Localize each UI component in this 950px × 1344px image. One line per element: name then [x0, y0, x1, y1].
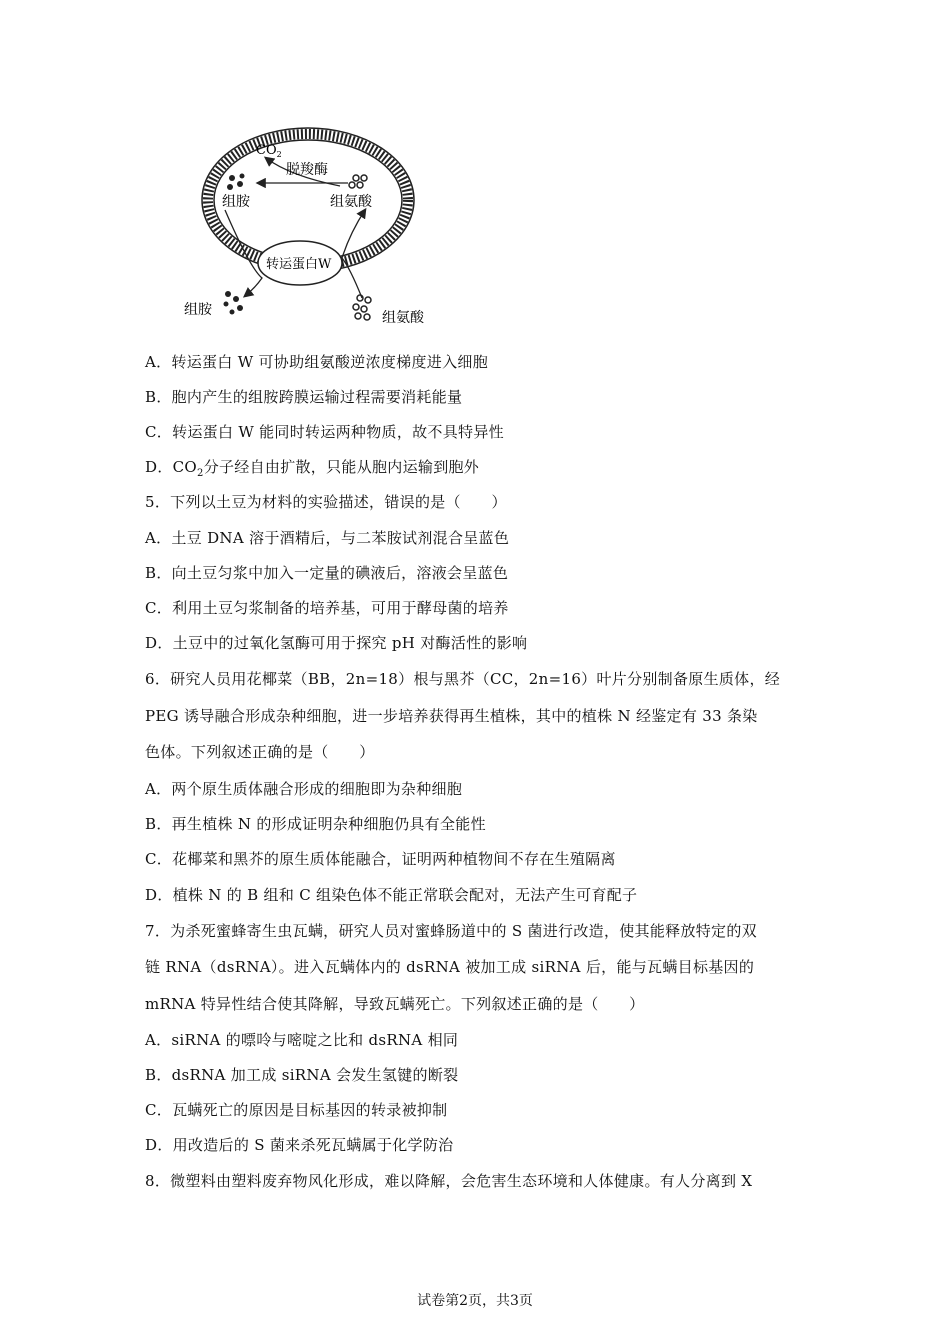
q6-option-a: A．两个原生质体融合形成的细胞即为杂种细胞: [145, 780, 463, 798]
q7-option-d: D．用改造后的 S 菌来杀死瓦螨属于化学防治: [145, 1136, 454, 1154]
q4-option-d: D．$CO_2$分子经自由扩散，只能从胞内运输到胞外: [145, 458, 480, 479]
histamine-molecules-inside: [227, 174, 245, 191]
cell-transport-diagram: [170, 118, 450, 338]
histidine-molecules-inside: [349, 175, 367, 188]
q5-option-d: D．土豆中的过氧化氢酶可用于探究 pH 对酶活性的影响: [145, 634, 528, 652]
q8-stem-line1: 8．微塑料由塑料废弃物风化形成，难以降解，会危害生态环境和人体健康。有人分离到 X: [145, 1172, 753, 1190]
co2-label: $CO_2$: [256, 143, 282, 159]
q6-option-c: C．花椰菜和黑芥的原生质体能融合，证明两种植物间不存在生殖隔离: [145, 850, 616, 868]
q7-option-a: A．siRNA 的嘌呤与嘧啶之比和 dsRNA 相同: [145, 1031, 459, 1049]
enzyme-label: 脱羧酶: [286, 162, 328, 178]
q7-stem-line1: 7．为杀死蜜蜂寄生虫瓦螨，研究人员对蜜蜂肠道中的 S 菌进行改造，使其能释放特定的双: [145, 922, 757, 940]
q4-option-c: C．转运蛋白 W 能同时转运两种物质，故不具特异性: [145, 423, 504, 441]
q7-option-b: B．dsRNA 加工成 siRNA 会发生氢键的断裂: [145, 1066, 459, 1084]
q5-option-b: B．向土豆匀浆中加入一定量的碘液后，溶液会呈蓝色: [145, 564, 509, 582]
q7-option-c: C．瓦螨死亡的原因是目标基因的转录被抑制: [145, 1101, 448, 1119]
q5-option-c: C．利用土豆匀浆制备的培养基，可用于酵母菌的培养: [145, 599, 509, 617]
histamine-outside-label: 组胺: [184, 302, 212, 318]
histidine-inside-label: 组氨酸: [330, 194, 372, 210]
q5-option-a: A．土豆 DNA 溶于酒精后，与二苯胺试剂混合呈蓝色: [145, 529, 510, 547]
q4-option-b: B．胞内产生的组胺跨膜运输过程需要消耗能量: [145, 388, 463, 406]
histidine-outside-label: 组氨酸: [382, 310, 424, 326]
histamine-molecules-outside: [224, 291, 244, 315]
q7-stem-line2: 链 RNA（dsRNA）。进入瓦螨体内的 dsRNA 被加工成 siRNA 后，能与瓦螨目标基因的: [145, 958, 755, 976]
page-footer: 试卷第2页，共3页: [417, 1293, 533, 1309]
histamine-inside-label: 组胺: [222, 194, 250, 210]
q5-stem: 5．下列以土豆为材料的实验描述，错误的是（ ）: [145, 493, 507, 511]
q4-option-a: A．转运蛋白 W 可协助组氨酸逆浓度梯度进入细胞: [145, 353, 488, 371]
transporter-label: 转运蛋白W: [266, 257, 332, 272]
q6-stem-line2: PEG 诱导融合形成杂种细胞，进一步培养获得再生植株，其中的植株 N 经鉴定有 33 条染: [145, 707, 758, 725]
q7-stem-line3: mRNA 特异性结合使其降解，导致瓦螨死亡。下列叙述正确的是（ ）: [145, 995, 645, 1013]
q6-option-d: D．植株 N 的 B 组和 C 组染色体不能正常联会配对，无法产生可育配子: [145, 886, 638, 904]
q6-stem-line1: 6．研究人员用花椰菜（BB，2n=18）根与黑芥（CC，2n=16）叶片分别制备原生质体，经: [145, 670, 781, 688]
diagram-svg: [170, 118, 450, 338]
q6-option-b: B．再生植株 N 的形成证明杂种细胞仍具有全能性: [145, 815, 486, 833]
histidine-molecules-outside: [353, 295, 371, 320]
q6-stem-line3: 色体。下列叙述正确的是（ ）: [145, 743, 375, 761]
